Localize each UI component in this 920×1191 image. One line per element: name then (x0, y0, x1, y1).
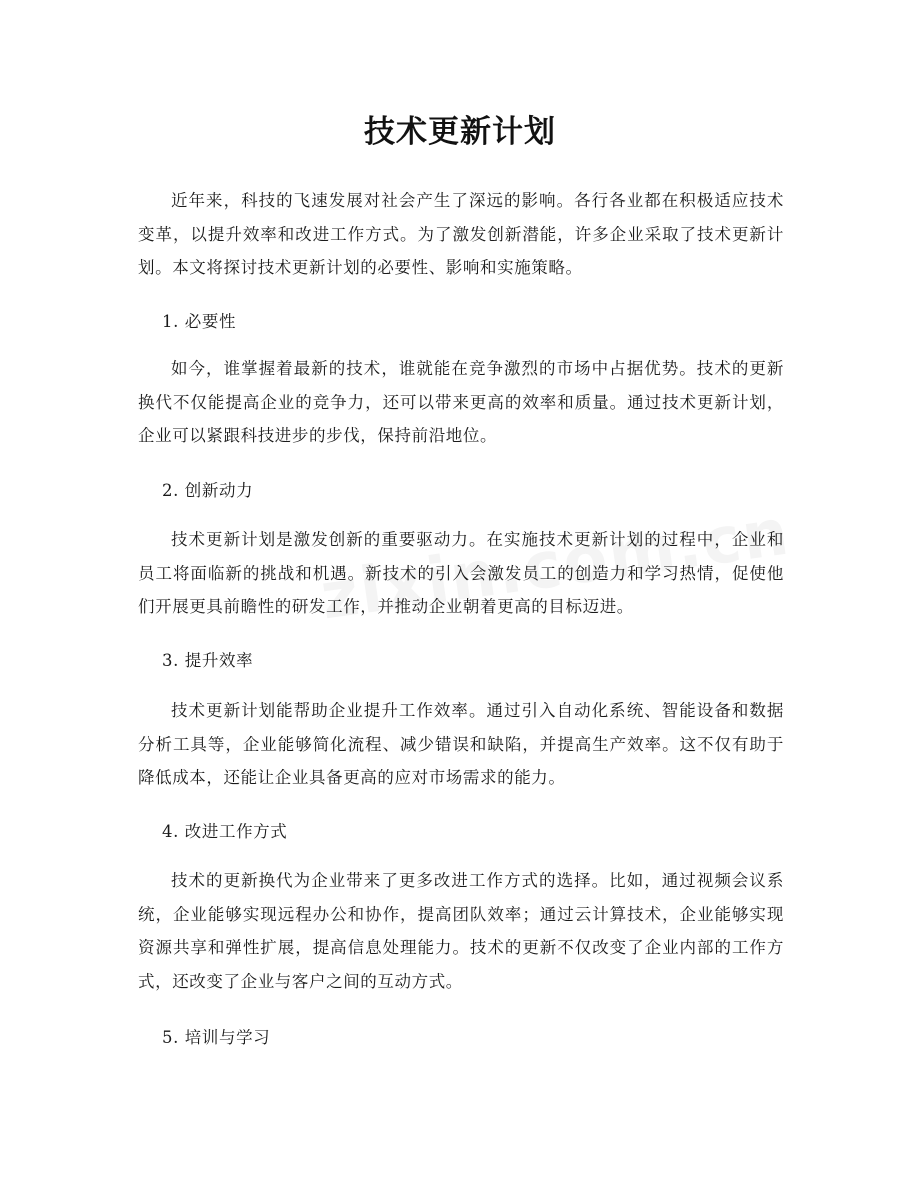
section-body-4: 技术的更新换代为企业带来了更多改进工作方式的选择。比如，通过视频会议系统，企业能够实现远程办公和协作，提高团队效率；通过云计算技术，企业能够实现资源共享和弹性扩展，提高信息处理能力。技术的更新不仅改变了企业内部的工作方式，还改变了企业与客户之间的互动方式。 (138, 871, 784, 991)
section-heading-1: 1. 必要性 (162, 312, 237, 331)
intro-paragraph: 近年来，科技的飞速发展对社会产生了深远的影响。各行各业都在积极适应技术变革，以提升效率和改进工作方式。为了激发创新潜能，许多企业采取了技术更新计划。本文将探讨技术更新计划的必要性、影响和实施策略。 (138, 191, 784, 277)
section-body-1: 如今，谁掌握着最新的技术，谁就能在竞争激烈的市场中占据优势。技术的更新换代不仅能提高企业的竞争力，还可以带来更高的效率和质量。通过技术更新计划，企业可以紧跟科技进步的步伐，保持前沿地位。 (138, 359, 784, 445)
section-body-3: 技术更新计划能帮助企业提升工作效率。通过引入自动化系统、智能设备和数据分析工具等，企业能够简化流程、减少错误和缺陷，并提高生产效率。这不仅有助于降低成本，还能让企业具备更高的应对市场需求的能力。 (138, 701, 784, 787)
section-heading-4: 4. 改进工作方式 (162, 822, 288, 841)
section-heading-5: 5. 培训与学习 (162, 1028, 271, 1047)
section-heading-2: 2. 创新动力 (162, 481, 254, 500)
section-body-2: 技术更新计划是激发创新的重要驱动力。在实施技术更新计划的过程中，企业和员工将面临新的挑战和机遇。新技术的引入会激发员工的创造力和学习热情，促使他们开展更具前瞻性的研发工作，并推动企业朝着更高的目标迈进。 (138, 530, 784, 616)
section-heading-3: 3. 提升效率 (162, 651, 254, 670)
document-title: 技术更新计划 (364, 114, 556, 150)
